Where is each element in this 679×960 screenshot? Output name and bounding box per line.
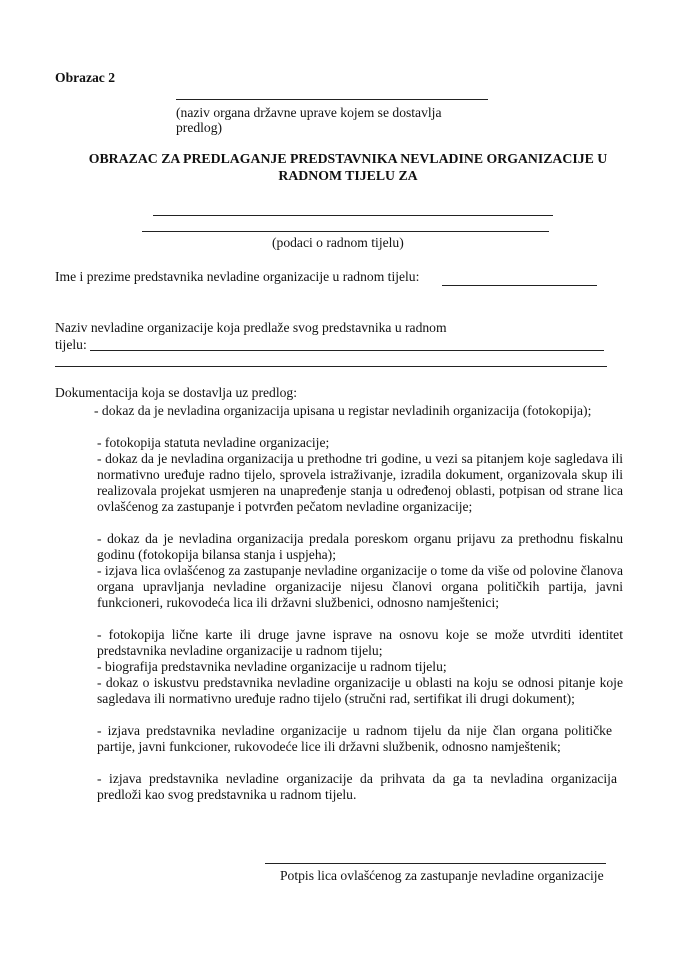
signature-line[interactable] — [265, 863, 606, 864]
document-item: - izjava predstavnika nevladine organizacije u radnom tijelu da nije član organa političke partije, javni funkcioner, rukovodeće lice ili državni službenik, odnosno namještenik; — [97, 723, 612, 754]
document-item: - dokaz da je nevladina organizacija u prethodne tri godine, u vezi sa pitanjem koje sagledava ili normativno uređuje radno tijelo, sprovela istraživanje, izradila dokument, organizovala skup ili realizovala projekat usmjeren na unapređenje stanja u određenoj oblasti, potpisan od strane lica ovlašćenog za zastupanje i potvrđen pečatom nevladine organizacije; — [97, 451, 623, 514]
org-field-label: Naziv nevladine organizacije koja predlaže svog predstavnika u radnom tijelu: — [55, 320, 447, 352]
form-title: OBRAZAC ZA PREDLAGANJE PREDSTAVNIKA NEVLADINE ORGANIZACIJE U RADNOM TIJELU ZA — [88, 151, 608, 183]
org-field-line-1[interactable] — [90, 350, 604, 351]
document-item: - dokaz da je nevladina organizacija predala poreskom organu prijavu za prethodnu fiskalnu godinu (fotokopija bilansa stanja i uspjeha); — [97, 531, 623, 562]
document-item: - fotokopija lične karte ili druge javne isprave na osnovu koje se može utvrditi identitet predstavnika nevladine organizacije u radnom tijelu; — [97, 627, 623, 658]
org-field-line-2[interactable] — [55, 366, 607, 367]
document-item: - izjava predstavnika nevladine organizacije da prihvata da ga ta nevladina organizacija predloži kao svog predstavnika u radnom tijelu. — [97, 771, 617, 802]
recipient-blank-line[interactable] — [176, 99, 488, 100]
body-caption: (podaci o radnom tijelu) — [272, 235, 404, 250]
recipient-caption: (naziv organa državne uprave kojem se dostavlja predlog) — [176, 105, 442, 135]
document-item: - biografija predstavnika nevladine organizacije u radnom tijelu; — [97, 659, 447, 674]
form-number: Obrazac 2 — [55, 70, 116, 85]
name-field-line[interactable] — [442, 285, 597, 286]
documents-heading: Dokumentacija koja se dostavlja uz predlog: — [55, 385, 297, 400]
document-item: - fotokopija statuta nevladine organizacije; — [97, 435, 330, 450]
name-field-label: Ime i prezime predstavnika nevladine organizacije u radnom tijelu: — [55, 269, 420, 284]
document-item: - izjava lica ovlašćenog za zastupanje nevladine organizacije o tome da više od polovine članova organa upravljanja nevladine organizacije nijesu članovi organa političkih partija, javni funkcioneri, rukovodeća lica ili državni službenici, odnosno namještenici; — [97, 563, 623, 610]
body-blank-line-2[interactable] — [142, 231, 549, 232]
body-blank-line-1[interactable] — [153, 215, 553, 216]
document-item: - dokaz da je nevladina organizacija upisana u registar nevladinih organizacija (fotokopija); — [94, 403, 592, 418]
signature-caption: Potpis lica ovlašćenog za zastupanje nevladine organizacije — [280, 868, 604, 883]
document-item: - dokaz o iskustvu predstavnika nevladine organizacije u oblasti na koju se odnosi pitanje koje sagledava ili normativno uređuje radno tijelo (stručni rad, sertifikat ili drugi dokument); — [97, 675, 623, 706]
